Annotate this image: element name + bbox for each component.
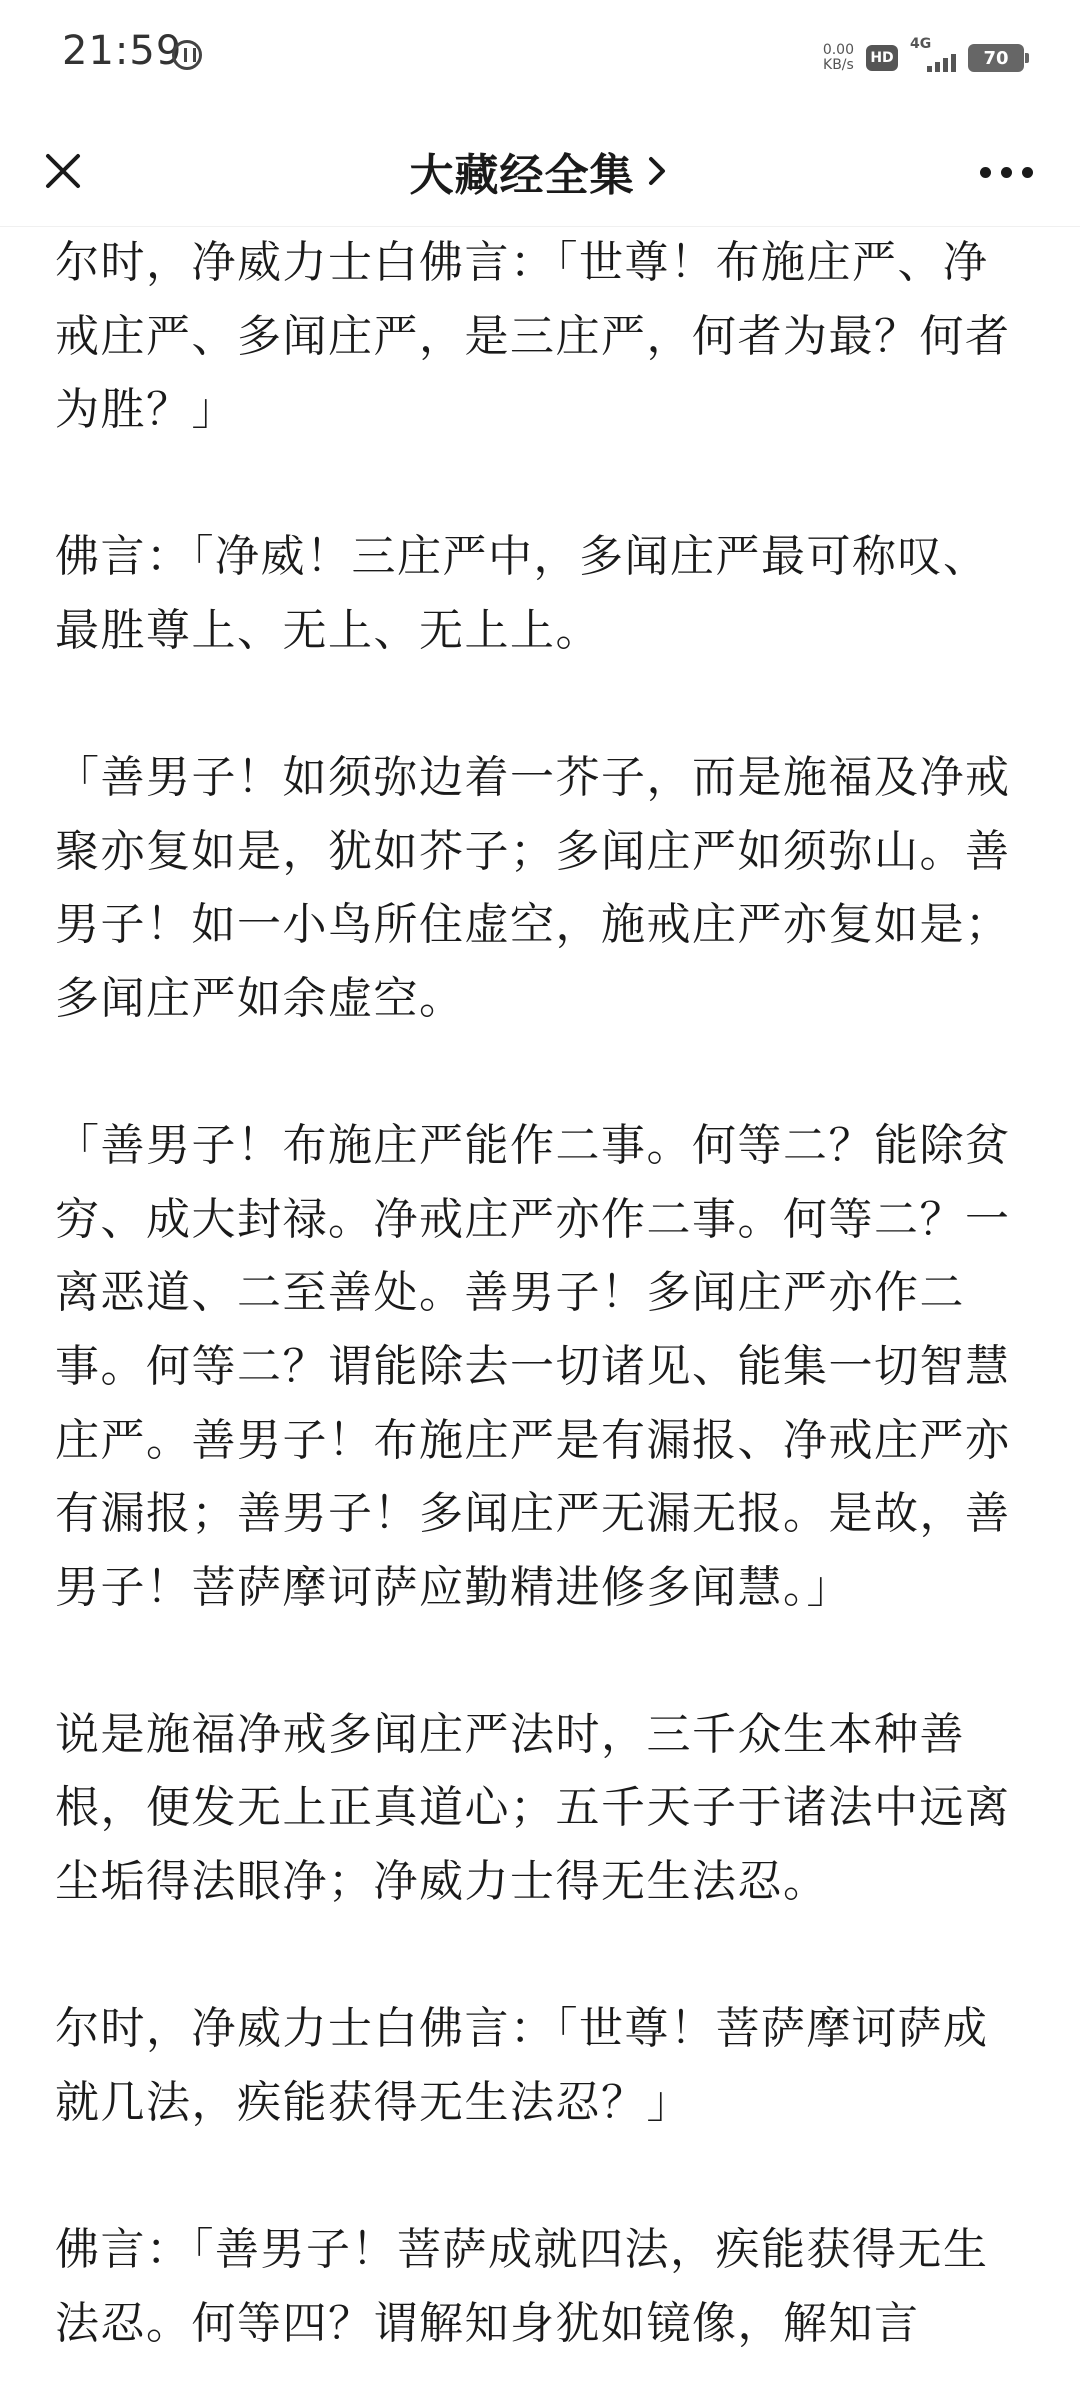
paragraph: 说是施福净戒多闻庄严法时，三千众生本种善根，便发无上正真道心；五千天子于诸法中远离尘垢得法眼净；净威力士得无生法忍。 [55, 1708, 1011, 1908]
more-dots-icon [1022, 167, 1033, 178]
article-body[interactable] [55, 226, 1027, 2400]
paragraph: 佛言：「善男子！菩萨成就四法，疾能获得无生法忍。何等四？谓解知身犹如镜像，解知言 [55, 2224, 989, 2349]
network-speed-unit: KB/s [823, 57, 854, 73]
signal-icon [910, 36, 956, 76]
more-dots-icon [1001, 167, 1012, 178]
page-title: 大藏经全集 [409, 150, 635, 201]
more-options-button[interactable] [966, 150, 1046, 194]
status-time: 21:59 [62, 28, 183, 74]
paragraph: 佛言：「净威！三庄严中，多闻庄严最可称叹、最胜尊上、无上、无上上。 [55, 531, 989, 656]
battery-icon: 70 [968, 44, 1024, 72]
title-button[interactable] [410, 139, 671, 203]
hd-icon: HD [866, 45, 898, 71]
more-dots-icon [980, 167, 991, 178]
close-button[interactable] [30, 138, 96, 204]
chevron-right-icon [645, 151, 671, 191]
paragraph: 「善男子！如须弥边着一芥子，而是施福及净戒聚亦复如是，犹如芥子；多闻庄严如须弥山。善男子！如一小鸟所住虚空，施戒庄严亦复如是；多闻庄严如余虚空。 [55, 752, 1011, 1024]
close-icon [30, 138, 96, 204]
paragraph: 「善男子！布施庄严能作二事。何等二？能除贫穷、成大封禄。净戒庄严亦作二事。何等二？一离恶道、二至善处。善男子！多闻庄严亦作二事。何等二？谓能除去一切诸见、能集一切智慧庄严。善男子！布施庄严是有漏报、净戒庄严亦有漏报；善男子！多闻庄严无漏无报。是故，善男子！菩萨摩诃萨应勤精进修多闻慧。」 [55, 1120, 1011, 1613]
status-bar [0, 0, 1080, 116]
network-type-label: 4G [910, 36, 932, 52]
network-speed-value: 0.00 [822, 42, 854, 58]
network-speed [823, 43, 854, 73]
signal-bars [927, 54, 956, 72]
paragraph: 尔时，净威力士白佛言：「世尊！布施庄严、净戒庄严、多闻庄严，是三庄严，何者为最？何者为胜？」 [55, 237, 1011, 436]
notification-app-icon [172, 40, 202, 70]
paragraph: 尔时，净威力士白佛言：「世尊！菩萨摩诃萨成就几法，疾能获得无生法忍？」 [55, 2003, 989, 2128]
status-indicators [823, 38, 1024, 78]
nav-header [0, 116, 1080, 227]
